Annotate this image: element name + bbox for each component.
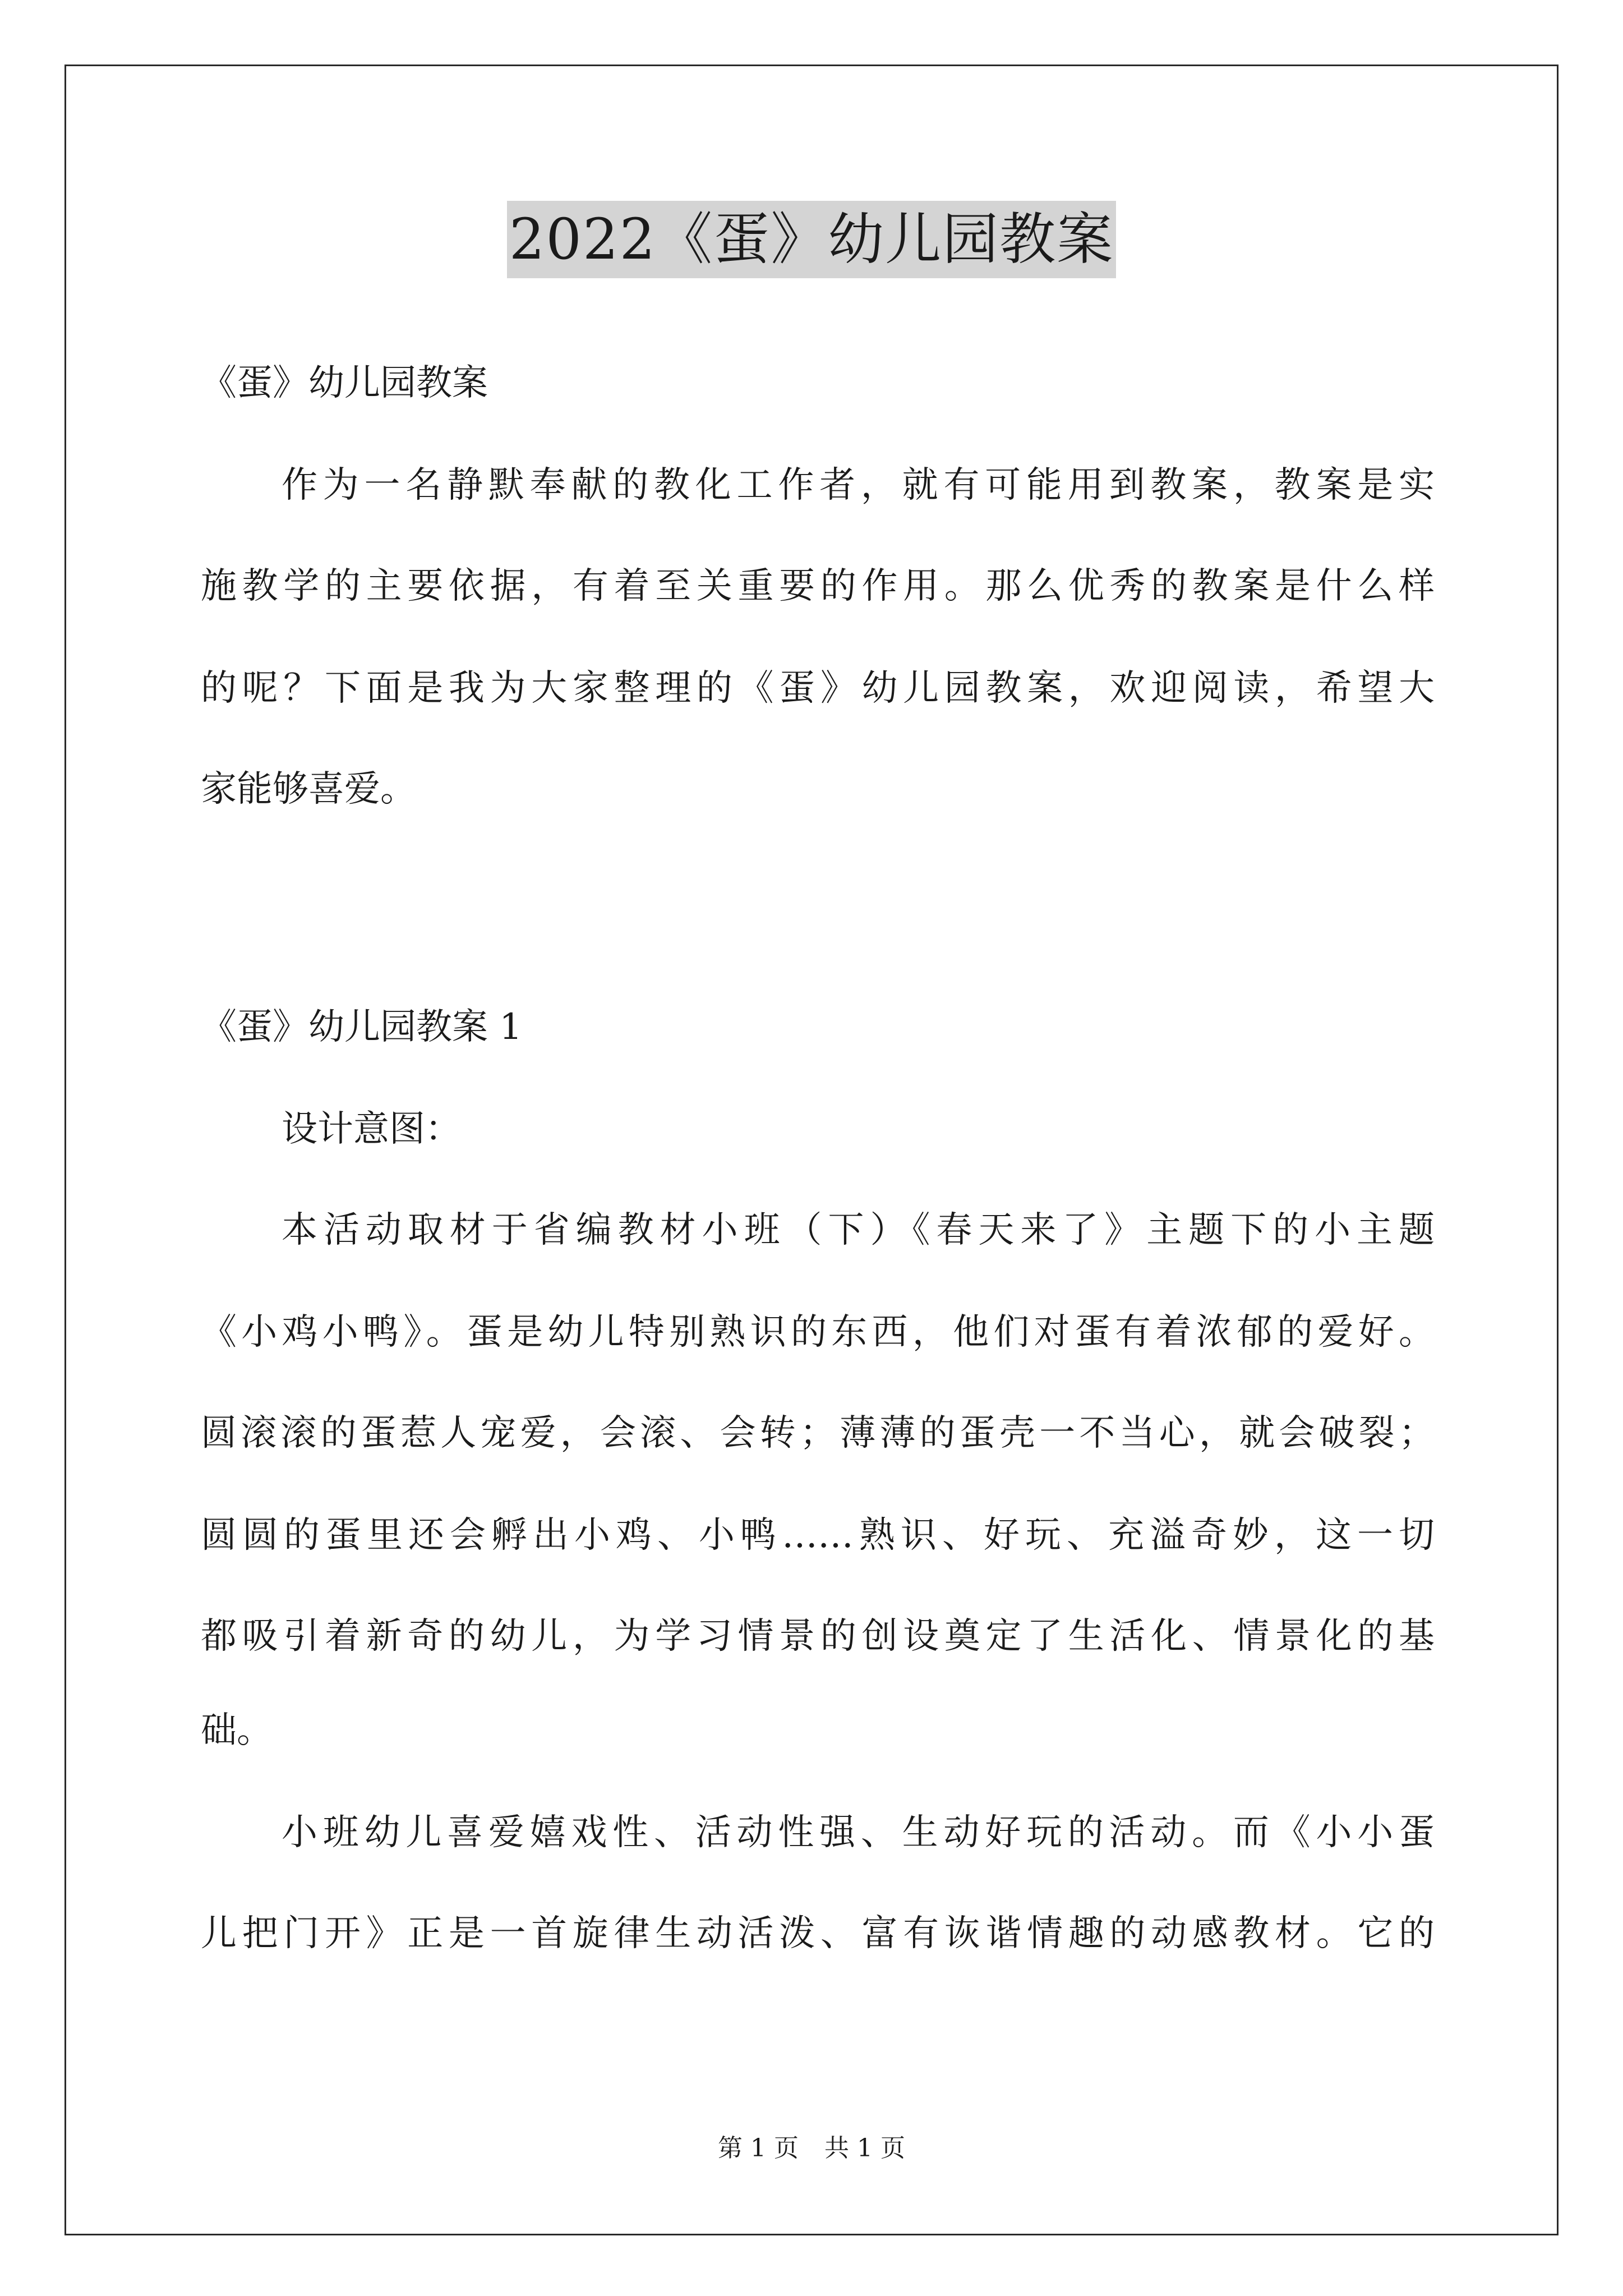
paragraph-line: 小班幼儿喜爱嬉戏性、活动性强、生动好玩的活动。而《小小蛋 — [282, 1812, 1435, 1853]
paragraph-line: 施教学的主要依据，有着至关重要的作用。那么优秀的教案是什么样 — [201, 565, 1435, 607]
page-footer — [0, 2132, 1623, 2165]
paragraph-line: 本活动取材于省编教材小班（下）《春天来了》主题下的小主题 — [282, 1209, 1435, 1251]
paragraph-line: 圆滚滚的蛋惹人宠爱，会滚、会转；薄薄的蛋壳一不当心，就会破裂； — [201, 1412, 1435, 1454]
document-title: 2022《蛋》幼儿园教案 — [507, 201, 1117, 278]
paragraph-line: 础。 — [201, 1710, 273, 1751]
paragraph-line: 都吸引着新奇的幼儿，为学习情景的创设奠定了生活化、情景化的基 — [201, 1616, 1435, 1657]
subheading: 设计意图： — [282, 1108, 461, 1150]
paragraph-line: 儿把门开》正是一首旋律生动活泼、富有诙谐情趣的动感教材。它的 — [201, 1913, 1435, 1954]
title-wrap — [0, 201, 1623, 278]
paragraph-line: 的呢？下面是我为大家整理的《蛋》幼儿园教案，欢迎阅读，希望大 — [201, 668, 1435, 709]
paragraph-line: 《小鸡小鸭》。蛋是幼儿特别熟识的东西，他们对蛋有着浓郁的爱好。 — [201, 1312, 1435, 1353]
section-heading: 《蛋》幼儿园教案 1 — [201, 1006, 523, 1048]
page-number-current: 第 1 页 — [718, 2134, 799, 2162]
paragraph-line: 圆圆的蛋里还会孵出小鸡、小鸭……熟识、好玩、充溢奇妙，这一切 — [201, 1515, 1435, 1556]
paragraph-line: 家能够喜爱。 — [201, 769, 416, 810]
page-number-total: 共 1 页 — [824, 2134, 905, 2162]
heading-line: 《蛋》幼儿园教案 — [201, 362, 488, 404]
paragraph-line: 作为一名静默奉献的教化工作者，就有可能用到教案，教案是实 — [282, 464, 1435, 506]
